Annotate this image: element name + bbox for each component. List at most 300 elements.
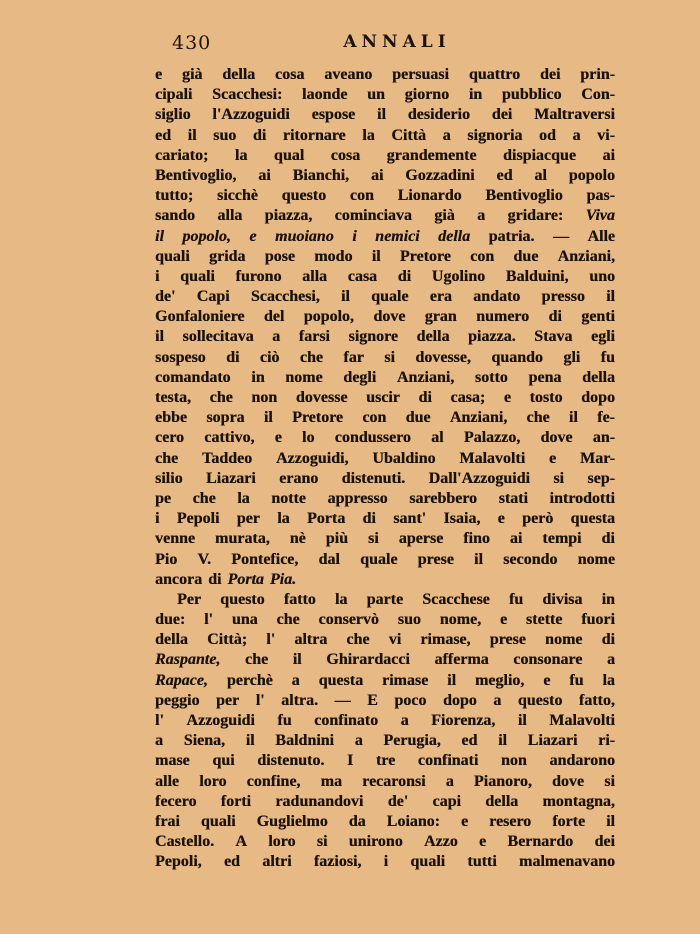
text-word: che (192, 489, 216, 507)
text-word: i (383, 853, 389, 871)
text-word: unirono (348, 833, 403, 851)
text-word: gran (424, 308, 457, 326)
text-word: non (251, 389, 278, 406)
text-word: il (155, 328, 164, 346)
text-word: lo (302, 429, 315, 447)
text-word: e (155, 66, 163, 83)
text-word: sotto (474, 368, 508, 386)
text-word: Raspante, (155, 651, 221, 669)
text-word: e (274, 429, 282, 447)
text-line (155, 408, 615, 428)
text-word: Bentivoglio, (155, 166, 237, 184)
text-word: dovesse (295, 389, 348, 406)
text-word: divisa (542, 590, 583, 608)
text-line (155, 449, 615, 469)
text-word: fecero (155, 792, 197, 810)
text-word: rimase (382, 671, 429, 689)
text-word: alle (155, 772, 179, 790)
text-word: I (347, 752, 354, 770)
text-line (155, 509, 615, 529)
text-word: il (245, 732, 255, 750)
text-word: Pepoli (176, 510, 220, 528)
text-word: il (606, 812, 615, 830)
text-word: — (334, 691, 351, 709)
text-word: Per (177, 590, 201, 608)
text-word: questo (517, 691, 563, 709)
text-word: cominciava (334, 207, 412, 225)
text-word: a (572, 126, 581, 144)
text-word: Pretore (292, 409, 343, 427)
text-word: due (513, 247, 539, 265)
text-word: persuasi (392, 66, 449, 83)
text-word: nemici (375, 227, 420, 245)
text-word: confinati (417, 752, 479, 770)
text-line (155, 348, 615, 368)
text-word: patria. (488, 227, 535, 245)
text-word: Alle (587, 227, 615, 245)
text-word: Liazari (527, 732, 578, 750)
text-word: a (400, 712, 409, 729)
text-word: altra. (281, 691, 319, 709)
text-word: secondo (503, 550, 558, 568)
text-word: Bentivoglio (485, 187, 563, 205)
text-word: dopo (442, 691, 477, 709)
text-word: Rapace, (155, 671, 208, 689)
text-word: aperse (398, 530, 444, 548)
text-word: fino (463, 530, 490, 548)
text-word: piazza, (264, 207, 313, 225)
text-line (155, 65, 615, 85)
text-word: Anziani, (449, 409, 508, 427)
text-word: questa (318, 671, 364, 689)
text-word: de' (387, 792, 409, 810)
text-word: a (354, 732, 363, 750)
text-line (155, 852, 615, 872)
text-word: pubblico (501, 86, 562, 104)
text-word: cipali (155, 86, 193, 104)
text-word: non (501, 752, 527, 770)
text-word: fu (277, 712, 292, 729)
text-word: Gozzadini (405, 166, 475, 184)
text-word: — (552, 227, 569, 245)
text-word: il (263, 409, 273, 427)
text-word: al (431, 429, 444, 447)
text-word: loro (199, 772, 227, 790)
text-word: il (474, 550, 483, 568)
text-word: Scacchesi, (250, 288, 320, 306)
text-word: che (244, 651, 269, 669)
text-word: dei (539, 66, 561, 83)
text-line (155, 327, 615, 347)
text-word: altri (262, 853, 292, 871)
text-word: laonde (302, 86, 348, 104)
text-word: che (276, 611, 300, 629)
text-word: di (362, 510, 376, 528)
text-word: l'Azzoguidi (212, 106, 290, 124)
text-word: degli (343, 368, 377, 386)
text-word: si (384, 348, 395, 366)
text-word: stati (498, 489, 528, 507)
text-line (155, 550, 615, 570)
text-word: Castello. (155, 833, 215, 851)
text-word: il (498, 732, 507, 750)
text-word: fu (508, 590, 524, 608)
text-line (155, 610, 615, 630)
text-word: quali (155, 247, 190, 265)
text-word: Ghirardacci (326, 651, 410, 669)
text-word: sant' (393, 510, 427, 528)
text-word: Ugolino (431, 267, 486, 285)
text-word: perchè (226, 671, 273, 689)
text-word: della (155, 631, 188, 649)
text-word: forte (552, 812, 586, 830)
text-word: ebbe (155, 409, 187, 427)
text-line (155, 812, 615, 832)
text-word: questo (281, 187, 327, 205)
text-word: con (349, 187, 374, 205)
text-word: dei (491, 106, 513, 124)
text-word: V. (197, 550, 211, 568)
text-word: egli (591, 328, 615, 346)
text-line (155, 267, 615, 287)
text-word: popolo, (303, 308, 354, 326)
text-word: giorno (404, 86, 450, 104)
text-word: conservò (318, 611, 379, 629)
text-word: genti (581, 308, 615, 326)
text-word: nome (545, 631, 583, 649)
text-word: nè (289, 530, 306, 548)
text-word: di (208, 570, 222, 588)
text-word: Fiorenza, (431, 712, 496, 729)
text-word: il (517, 712, 527, 729)
text-word: quale (360, 550, 398, 568)
text-word: Loiano: (386, 812, 440, 830)
text-word: tutto; (155, 187, 194, 205)
text-word: Taddeo (202, 449, 253, 467)
text-word: gli (563, 348, 581, 366)
text-word: farsi (298, 328, 330, 346)
text-word: Pia. (269, 570, 297, 588)
text-word: quattro (468, 66, 521, 83)
text-word: piazza. (468, 328, 516, 346)
text-word: Pretore (399, 247, 451, 265)
text-word: meglio, (474, 671, 525, 689)
text-line (155, 832, 615, 852)
text-line (155, 287, 615, 307)
text-word: il (606, 288, 615, 306)
text-word: il (292, 651, 302, 669)
text-word: ciò (259, 348, 280, 366)
text-word: pena (528, 368, 562, 386)
text-word: ai (509, 530, 523, 548)
text-line (155, 146, 615, 166)
text-line (155, 570, 615, 590)
text-word: qui (212, 752, 235, 770)
text-word: introdotti (549, 489, 615, 507)
text-word: cariato; (155, 146, 209, 164)
text-word: più (325, 530, 348, 548)
text-line (155, 590, 615, 610)
text-word: quando (491, 348, 543, 366)
text-word: silio (155, 469, 183, 487)
text-line (155, 166, 615, 186)
text-word: Palazzo, (463, 429, 521, 447)
text-line (155, 247, 615, 267)
text-word: a (606, 651, 615, 669)
text-word: a (272, 328, 281, 346)
text-word: resero (489, 812, 532, 830)
text-word: la (334, 590, 348, 608)
text-word: Guglielmo (256, 812, 328, 830)
text-word: questo (220, 590, 265, 608)
text-word: cero (155, 429, 185, 447)
text-line (155, 186, 615, 206)
text-word: di (548, 308, 562, 326)
text-word: Porta (227, 570, 264, 588)
text-word: Ubaldino (372, 449, 436, 467)
text-word: e (503, 389, 511, 406)
text-word: era (429, 288, 452, 306)
text-word: il (155, 227, 164, 245)
text-word: grida (208, 247, 246, 265)
text-word: dove (373, 308, 406, 326)
text-word: quali (410, 853, 446, 871)
text-word: la (362, 126, 375, 144)
text-word: Bernardo (507, 833, 574, 851)
text-word: popolo (568, 166, 615, 184)
text-word: a (477, 207, 486, 225)
text-word: pe (155, 489, 171, 507)
text-word: di (397, 267, 412, 285)
text-word: e (499, 611, 508, 629)
text-word: suo (213, 126, 237, 144)
text-word: loro (268, 833, 296, 851)
text-word: Malavolti (459, 449, 526, 467)
text-word: grandemente (386, 146, 477, 164)
text-word: della (438, 227, 471, 245)
text-word: a (155, 732, 163, 750)
text-word: malmenavano (518, 853, 615, 871)
text-word: fe- (597, 409, 615, 427)
text-word: ed (155, 126, 171, 144)
text-word: di (601, 530, 615, 548)
text-word: faziosi, (313, 853, 362, 871)
text-line (155, 206, 615, 226)
text-line (155, 388, 615, 408)
text-word: quali (180, 267, 215, 285)
text-word: gridare: (507, 207, 564, 225)
text-word: Maltraversi (534, 106, 615, 124)
text-word: venne (155, 530, 195, 548)
text-word: fu (569, 671, 584, 689)
text-word: Liazari (205, 469, 256, 487)
text-word: in (468, 86, 483, 104)
text-word: e (461, 812, 469, 830)
text-word: Mar- (580, 449, 615, 467)
text-word: testa, (155, 389, 191, 406)
text-word: di (418, 389, 432, 406)
text-word: sarebbero (409, 489, 478, 507)
text-word: prese (417, 550, 454, 568)
text-word: recaronsi (362, 772, 426, 790)
text-word: fuori (581, 611, 615, 629)
text-word: per (236, 510, 260, 528)
text-word: fu (600, 348, 615, 366)
text-word: Perugia, (383, 732, 441, 750)
text-word: consonare (513, 651, 583, 669)
text-line (155, 227, 615, 247)
text-word: mase (155, 752, 190, 770)
text-word: quali (200, 812, 236, 830)
text-word: de' (155, 288, 176, 306)
text-word: E (367, 691, 378, 709)
text-word: an- (592, 429, 615, 447)
text-word: Anziani, (557, 247, 615, 265)
text-word: della (582, 368, 615, 386)
text-word: presso (541, 288, 585, 306)
text-word: Dall'Azzoguidi (428, 469, 530, 487)
text-line (155, 529, 615, 549)
text-line (155, 428, 615, 448)
text-word: ai (602, 146, 615, 164)
text-word: casa (347, 267, 378, 285)
text-word: in (251, 368, 265, 386)
text-word: di (252, 126, 267, 144)
text-word: l' (266, 631, 276, 649)
text-line (155, 650, 615, 670)
text-word: due (405, 409, 431, 427)
text-word: la (234, 146, 248, 164)
text-word: Pianoro, (473, 772, 532, 790)
text-word: a (445, 772, 454, 790)
text-word: Azzoguidi (186, 712, 255, 729)
text-word: pose (264, 247, 295, 265)
text-word: signoria (467, 126, 523, 144)
text-word: Capi (196, 288, 230, 306)
text-word: comandato (155, 368, 231, 386)
text-word: capi (432, 792, 461, 810)
text-line (155, 711, 615, 731)
text-word: già (181, 66, 203, 83)
text-word: Porta (307, 510, 346, 528)
text-word: dal (318, 550, 340, 568)
text-word: il (568, 409, 578, 427)
text-word: la (237, 489, 250, 507)
text-word: sep- (587, 469, 615, 487)
text-word: l' (155, 712, 164, 729)
text-word: popolo, (182, 227, 231, 245)
text-word: fatto, (578, 691, 615, 709)
text-word: confinato (314, 712, 379, 729)
text-word: Stava (534, 328, 573, 346)
text-word: che (155, 449, 179, 467)
text-word: i (155, 510, 160, 528)
text-word: stette (525, 611, 563, 629)
text-word: alla (217, 207, 243, 225)
text-word: prin- (580, 66, 615, 83)
text-word: due: (155, 611, 186, 629)
text-word: si (316, 833, 328, 851)
text-word: la (277, 510, 290, 528)
text-word: ancora (155, 570, 203, 588)
text-word: suo (397, 611, 421, 629)
text-word: un (367, 86, 385, 104)
text-word: siglio (155, 106, 191, 124)
text-word: Baldnini (275, 732, 334, 750)
text-word: di (226, 348, 240, 366)
text-word: distenuto. (257, 752, 325, 770)
text-word: dopo (581, 389, 615, 406)
text-word: una (231, 611, 258, 629)
text-word: al (534, 166, 547, 184)
text-word: in (601, 590, 615, 608)
text-word: distenuti. (341, 469, 406, 487)
text-word: e (549, 449, 557, 467)
text-word: che (209, 389, 233, 406)
text-word: erano (279, 469, 319, 487)
text-word: e (479, 833, 487, 851)
text-word: la (602, 671, 615, 689)
text-word: Azzo (423, 833, 458, 851)
text-line (155, 792, 615, 812)
text-word: appresso (327, 489, 388, 507)
text-word: i (352, 227, 357, 245)
text-word: altra (294, 631, 328, 649)
text-word: da (348, 812, 366, 830)
text-word: Lionardo (397, 187, 462, 205)
body-text (155, 65, 615, 895)
text-word: condussero (334, 429, 411, 447)
text-word: muoiano (275, 227, 334, 245)
text-word: tosto (529, 389, 563, 406)
text-word: ri- (598, 732, 615, 750)
text-word: Balduini, (505, 267, 569, 285)
text-word: Scacchese (422, 590, 490, 608)
text-word: sopra (206, 409, 245, 427)
text-line (155, 368, 615, 388)
text-word: già (434, 207, 455, 225)
text-word: ed (461, 732, 478, 750)
text-word: modo (314, 247, 353, 265)
text-word: vi (388, 631, 402, 649)
text-line (155, 731, 615, 751)
text-word: l' (204, 611, 213, 629)
text-word: dove (552, 772, 585, 790)
text-word: con (470, 247, 495, 265)
text-word: e (249, 227, 257, 245)
text-word: numero (476, 308, 530, 326)
text-word: però (522, 510, 554, 528)
text-word: Scacchesi: (212, 86, 283, 104)
text-word: Città; (207, 631, 248, 649)
text-word: vi- (597, 126, 615, 144)
text-line (155, 671, 615, 691)
text-word: confine, (246, 772, 301, 790)
text-word: dispiacque (503, 146, 576, 164)
text-word: il (371, 247, 381, 265)
text-line (155, 489, 615, 509)
text-word: Pepoli, (155, 853, 202, 871)
text-word: furono (235, 267, 282, 285)
text-word: radunandovi (275, 792, 364, 810)
text-word: dei (594, 833, 615, 851)
text-word: a (291, 671, 300, 689)
text-word: uno (589, 267, 615, 285)
text-word: pas- (586, 187, 615, 205)
text-word: il (377, 106, 386, 124)
text-word: parte (366, 590, 404, 608)
text-word: uscir (366, 389, 400, 406)
